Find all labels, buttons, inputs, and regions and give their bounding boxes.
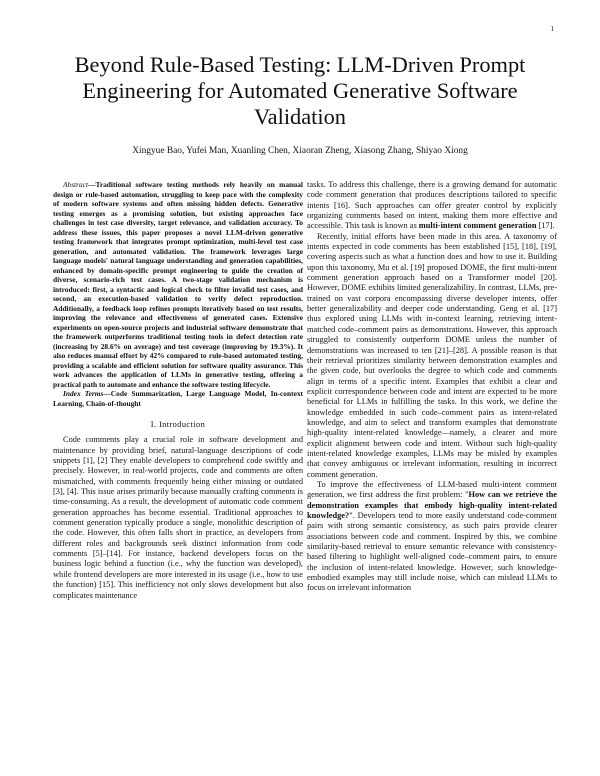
abstract bbox=[53, 180, 303, 389]
index-terms-label: Index Terms bbox=[63, 389, 104, 398]
intro-paragraph-2 bbox=[307, 180, 557, 232]
paper-title: Beyond Rule-Based Testing: LLM-Driven Prompt Engineering for Automated Generative Software Validation bbox=[74, 52, 526, 129]
text-run: To improve the effectiveness of LLM-based multi-intent comment generation, we first address the first problem: " bbox=[307, 479, 557, 500]
page-number: 1 bbox=[550, 25, 554, 33]
text-run: ". Developers tend to more easily understand code-comment pairs with strong semantic consistency, as such pairs provide clearer associations between code and comment. Inspired by this, we combine similarity-based retrieval to ensure semantic relevance with consistency-based filtering to highlight well-aligned code–comment pairs, to ensure the inclusion of intent-related knowledge. However, such knowledge-embodied examples may still include noise, which can mislead LLMs to focus on irrelevant information bbox=[307, 511, 557, 593]
text-run: tasks. To address this challenge, there is a growing demand for automatic code comment generation that produces descriptions tailored to specific intents [16]. Such approaches can offer greater control by explicitly organizing comments based on intent, making them more effective and accessible. This task is known as bbox=[307, 180, 557, 231]
left-column bbox=[53, 180, 303, 601]
intro-paragraph-3: Recently, initial efforts have been made in this area. A taxonomy of intents expected in code comments has been established [15], [18], [19], covering aspects such as what a function does and how to use it. Building upon this taxonomy, Mu et al. [19] proposed DOME, the first multi-intent comment generation approach based on a Transformer model [20]. However, DOME exhibits limited generalizability. In contrast, LLMs, pre-trained on vast corpora encompassing diverse developer intents, offer better generalizability and deeper code understanding. Geng et al. [17] thus explored using LLMs with in-context learning, retrieving intent-matched code–comment pairs as demonstrations. However, this approach struggled to consistently outperform DOME unless the number of demonstrations was increased to ten [21]–[28]. A possible reason is that their retrieval prioritizes similarity between demonstration examples and the given code, but overlooks the degree to which code and comments align in terms of a specific intent. Examples that exhibit a clear and explicit correspondence between code and intent are expected to be more beneficial for LLMs in fulfilling the tasks. In this work, we define the knowledge embedded in such code–comment pairs as intent-related knowledge, and aim to select and transform examples that demonstrate high-quality intent-related knowledge—namely, a clearer and more explicit alignment between code and intent. Without such high-quality intent-related knowledge examples, LLMs may be misled by examples that convey ambiguous or irrelevant information, resulting in incorrect comment generation. bbox=[307, 231, 557, 479]
intro-paragraph-1: Code comments play a crucial role in software development and maintenance by providing brief, natural-language descriptions of code snippets [1], [2] They enable developers to comprehend code swiftly and precisely. However, in real-world projects, code and comments are often mismatched, with comments frequently being either missing or outdated [3], [4]. This issue arises primarily because manually crafting comments is time-consuming. As a result, the development of automatic code comment generation approaches has become essential. Traditional approaches to comment generation typically produce a single, monolithic description of the code. However, this often falls short in practice, as developers from different roles and backgrounds seek distinct information from code comments [5]–[14]. For instance, backend developers focus on the business logic behind a function (i.e., why the function was developed), while frontend developers are more interested in its usage (i.e., how to use the function) [15]. This inefficiency not only slows development but also complicates maintenance bbox=[53, 435, 303, 600]
intro-paragraph-4 bbox=[307, 480, 557, 594]
section-heading-introduction: I. Introduction bbox=[150, 420, 206, 429]
bold-term: multi-intent comment generation bbox=[418, 221, 537, 231]
index-terms-text: —Code Summarization, Large Language Model, In-context Learning, Chain-of-thought bbox=[53, 389, 304, 408]
research-question: How can we retrieve the demonstration examples that embody high-quality intent-related knowledge? bbox=[307, 490, 557, 520]
text-run: [17]. bbox=[536, 221, 555, 231]
abstract-text: —Traditional software testing methods rely heavily on manual design or rule-based automation, struggling to keep pace with the complexity of modern software systems and often missing hidden defects. Generative testing emerges as a promising solution, but existing approaches face challenges in test case diversity, target relevance, and validation accuracy. To address these issues, this paper proposes a novel LLM-driven generative testing framework that integrates prompt optimization, multi-level test case generation, and automated validation. The framework leverages large language models' natural language understanding and generation capabilities, enhanced by domain-specific prompt engineering to guide the creation of diverse, scenario-rich test cases. A two-stage validation mechanism is introduced: first, a syntactic and logical check to filter invalid test cases, and second, an execution-based validation to verify defect reproduction. Additionally, a feedback loop refines prompts iteratively based on test results, improving the relevance and effectiveness of generated cases. Extensive experiments on open-source projects and industrial software demonstrate that the framework outperforms traditional testing tools in defect detection rate (increasing by 28.6% on average) and test coverage (improving by 19.3%). It also reduces manual effort by 42% compared to rule-based automated testing, providing a scalable and efficient solution for software quality assurance. This work advances the application of LLMs in generative testing, offering a practical path to automate and enhance the software testing lifecycle. bbox=[53, 180, 303, 389]
abstract-label: Abstract bbox=[63, 180, 89, 189]
author-list: Xingyue Bao, Yufei Man, Xuanling Chen, Xiaoran Zheng, Xiasong Zhang, Shiyao Xiong bbox=[132, 146, 468, 156]
index-terms bbox=[53, 389, 303, 408]
right-column bbox=[307, 180, 557, 594]
